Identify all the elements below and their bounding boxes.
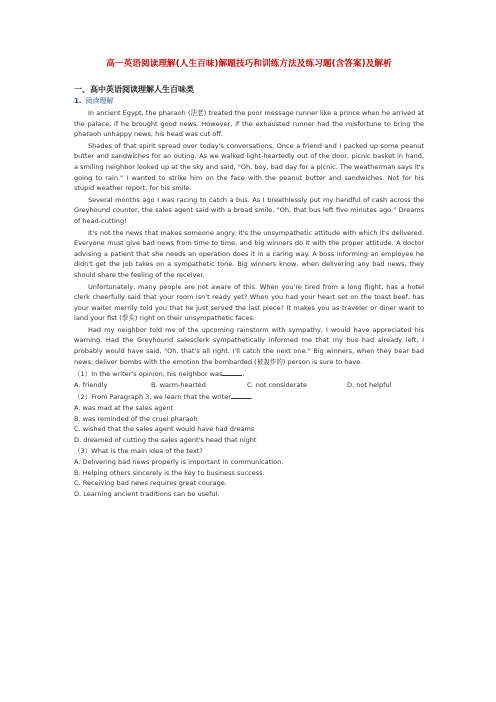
answer-blank: [222, 368, 245, 379]
passage-paragraph: It's not the news that makes someone angry. It's the unsympathetic attitude with which it's delivered. Everyone must give bad news from time to time, and big winners do it with the proper attitude. A doctor advising a patient that she needs an operation does it in a caring way. A boss informing an employee he didn't get the job takes on a sympathetic tone. Big winners know, when delivering any bad news, they should share the feeling of the receiver.: [74, 228, 424, 279]
question-punct: .: [250, 393, 254, 402]
option-c: C. Receiving bad news requires great courage.: [74, 479, 227, 488]
option-d: D. not helpful: [347, 380, 392, 389]
option-c: C. wished that the sales agent would have had dreams: [74, 425, 255, 434]
option-a: A. Delivering bad news properly is important in communication.: [74, 458, 284, 466]
passage-paragraph: Had my neighbor told me of the upcoming rainstorm with sympathy, I would have appreciated his warning. Had the Greyhound salesclerk sympathetically informed me that my bus had already left, I probably would have said, "Oh, that's all right. I'll catch the next one." Big winners, when they bear bad news, deliver bombs with the emotion the bombarded (被轰炸的) person is sure to have.: [74, 325, 424, 366]
question-text: （3）What is the main idea of the text?: [74, 447, 203, 456]
passage: [74, 108, 424, 367]
document-title: 高一英语阅读理解(人生百味)解题技巧和训练方法及练习题(含答案)及解析: [106, 59, 392, 69]
passage-paragraph: Shades of that spirit spread over today's conversations. Once a friend and I packed up some peanut butter and sandwiches for an outing. As we walked light-heartedly out of the door, picnic basket in hand, a smiling neighbor looked up at the sky and said, "Oh, boy, bad day for a picnic. The weatherman says it's going to rain." I wanted to strike him on the face with the peanut butter and sandwiches. Not for his stupid weather report, for his smile.: [74, 141, 424, 193]
passage-paragraph: Unfortunately, many people are not aware of this. When you're tired from a long flight, has a hotel clerk cheerfully said that your room isn't ready yet? When you had your heart set on the toast beef, has your waiter merrily told you that he just served the last piece? It makes you as traveler or diner want to land your fist (拳头) right on their unsympathetic faces.: [74, 282, 424, 323]
option-a: A. was mad at the sales agent: [74, 404, 174, 413]
question-1: [74, 368, 424, 390]
option-c: C. not considerate: [247, 380, 308, 389]
question-number: 1.: [74, 97, 82, 105]
section-heading: 一、高中英语阅读理解人生百味类: [74, 85, 194, 94]
option-b: B. warm-hearted: [151, 380, 206, 389]
passage-paragraph: Several months ago I was racing to catch a bus. As I breathlessly put my handful of cash across the Greyhound counter, the sales agent said with a broad smile, "Oh, that bus left five minutes ago." Dreams of head-cutting!: [74, 195, 424, 225]
question-text: （1）In the writer's opinion, his neighbor was: [74, 370, 223, 379]
question-text: （2）From Paragraph 3, we learn that the writer: [74, 393, 231, 402]
option-b: B. was reminded of the cruel pharaoh: [74, 414, 198, 423]
option-b: B. Helping others sincerely is the key to business success.: [74, 468, 265, 477]
option-row: [74, 380, 424, 391]
question-subheading: [74, 96, 424, 106]
question-stem: [74, 446, 424, 457]
question-stem: [74, 391, 424, 403]
question-3: [74, 446, 424, 499]
document-page: [74, 58, 424, 499]
option-d: D. dreamed of cutting the sales agent's head that night: [74, 435, 257, 444]
question-punct: .: [242, 370, 245, 379]
answer-blank: [231, 391, 254, 402]
question-stem: [74, 368, 424, 380]
question-2: [74, 391, 424, 445]
option-a: A. friendly: [74, 380, 108, 389]
passage-paragraph: In ancient Egypt, the pharaoh (法老) treated the poor message runner like a prince when he arrived at the palace, if he brought good news. However, if the exhausted runner had the misfortune to bring the pharaoh unhappy news, his head was cut off.: [74, 109, 424, 139]
option-d: D. Learning ancient traditions can be useful.: [74, 489, 220, 498]
question-type-label: 阅读理解: [85, 97, 114, 105]
